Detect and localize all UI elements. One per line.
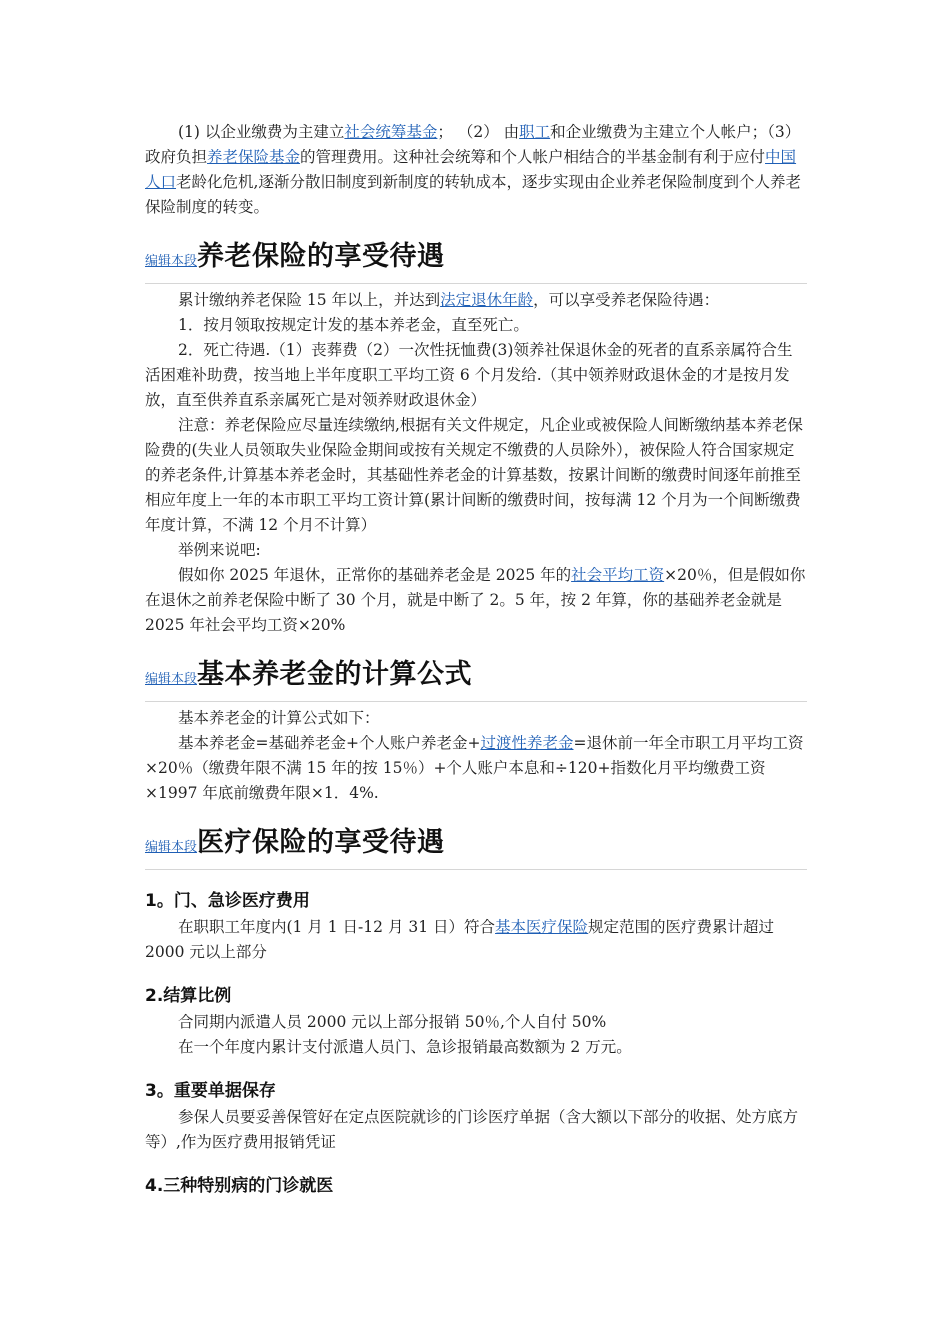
subheading: 4.三种特别病的门诊就医 — [145, 1176, 334, 1196]
section-header — [145, 652, 807, 691]
divider — [145, 869, 807, 870]
link-transitional-pension[interactable]: 过渡性养老金 — [480, 734, 574, 752]
link-legal-retirement-age[interactable]: 法定退休年龄 — [440, 291, 534, 309]
paragraph: 在一个年度内累计支付派遣人员门、急诊报销最高数额为 2 万元。 — [178, 1038, 632, 1056]
paragraph — [145, 731, 807, 806]
divider — [145, 283, 807, 284]
text: 的管理费用。这种社会统筹和个人帐户相结合的半基金制有利于应付 — [300, 148, 766, 166]
divider — [145, 701, 807, 702]
paragraph — [145, 288, 807, 313]
text: 和企业缴费为主建立个人帐户；（3） 政府负担 — [145, 123, 801, 166]
section-pension-formula — [145, 652, 807, 806]
link-china-population[interactable]: 中国人口 — [145, 148, 797, 191]
text: 基本养老金=基础养老金+个人账户养老金+ — [178, 734, 481, 752]
text: ，可以享受养老保险待遇： — [533, 291, 720, 309]
paragraph: 注意：养老保险应尽量连续缴纳,根据有关文件规定，凡企业或被保险人间断缴纳基本养老保险费的(失业人员领取失业保险金期间或按有关规定不缴费的人员除外），被保险人符合国家规定的养老条件,计算基本养老金时，其基础性养老金的计算基数，按累计间断的缴费时间逐年前推至相应年度上一年的本市职工平均工资计算(累计间断的缴费时间，按每满 12 个月为一个间断缴费年度计算，不满 12 个月不计算） — [145, 416, 803, 534]
subheading: 3。重要单据保存 — [145, 1081, 276, 1101]
link-average-social-wage[interactable]: 社会平均工资 — [571, 566, 665, 584]
edit-section-link[interactable]: 编辑本段 — [145, 254, 198, 269]
paragraph: 举例来说吧: — [178, 541, 261, 559]
text: 累计缴纳养老保险 15 年以上，并达到 — [178, 291, 441, 309]
subheading: 2.结算比例 — [145, 986, 232, 1006]
subheading: 1。门、急诊医疗费用 — [145, 891, 310, 911]
link-social-pool-fund[interactable]: 社会统筹基金 — [344, 123, 438, 141]
text: 老龄化危机,逐渐分散旧制度到新制度的转轨成本，逐步实现由企业养老保险制度到个人养老保险制度的转变。 — [145, 173, 801, 216]
section-medical-benefits — [145, 820, 807, 1196]
section-pension-benefits — [145, 234, 807, 638]
link-basic-medical-insurance[interactable]: 基本医疗保险 — [495, 918, 589, 936]
text: (1) 以企业缴费为主建立 — [178, 123, 345, 141]
edit-section-link[interactable]: 编辑本段 — [145, 672, 198, 687]
paragraph: 2．死亡待遇.（1）丧葬费（2）一次性抚恤费(3)领养社保退休金的死者的直系亲属符合生活困难补助费，按当地上半年度职工平均工资 6 个月发给.（其中领养财政退休金的才是按月发放，直至供养直系亲属死亡是对领养财政退休金） — [145, 341, 793, 409]
text: 假如你 2025 年退休，正常你的基础养老金是 2025 年的 — [178, 566, 572, 584]
link-pension-fund[interactable]: 养老保险基金 — [207, 148, 301, 166]
section-title: 养老保险的享受待遇 — [197, 241, 445, 272]
document-page — [145, 120, 807, 1200]
section-title: 基本养老金的计算公式 — [197, 659, 473, 690]
paragraph: 基本养老金的计算公式如下： — [178, 709, 380, 727]
text: 规定范围的医疗费累计超过 2000 元以上部分 — [145, 918, 775, 961]
link-employee[interactable]: 职工 — [519, 123, 551, 141]
section-title: 医疗保险的享受待遇 — [197, 827, 445, 858]
paragraph — [145, 563, 807, 638]
paragraph: 合同期内派遣人员 2000 元以上部分报销 50％,个人自付 50% — [178, 1013, 607, 1031]
section-header — [145, 234, 807, 273]
section-header — [145, 820, 807, 859]
text: 在职职工年度内(1 月 1 日-12 月 31 日）符合 — [178, 918, 496, 936]
paragraph: 1．按月领取按规定计发的基本养老金，直至死亡。 — [178, 316, 529, 334]
paragraph — [145, 915, 807, 965]
edit-section-link[interactable]: 编辑本段 — [145, 840, 198, 855]
text: ； （2） 由 — [437, 123, 520, 141]
text: ×20％，但是假如你在退休之前养老保险中断了 30 个月，就是中断了 2。5 年，按 2 年算，你的基础养老金就是 2025 年社会平均工资×20% — [145, 566, 806, 634]
text: =退休前一年全市职工月平均工资×20％（缴费年限不满 15 年的按 15％）+个人账户本息和÷120+指数化月平均缴费工资×1997 年底前缴费年限×1．4%. — [145, 734, 804, 802]
intro-paragraph — [145, 120, 807, 220]
paragraph: 参保人员要妥善保管好在定点医院就诊的门诊医疗单据（含大额以下部分的收据、处方底方等）,作为医疗费用报销凭证 — [145, 1108, 799, 1151]
